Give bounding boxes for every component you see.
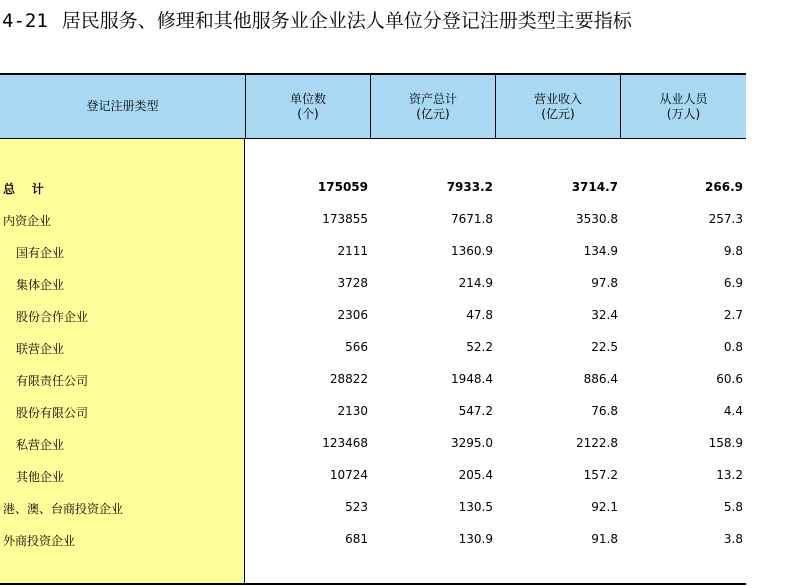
row-value: 9.8 — [723, 244, 743, 258]
row-label: 国有企业 — [16, 246, 65, 260]
table-row — [0, 306, 746, 326]
row-label: 联营企业 — [16, 342, 65, 356]
table-row — [0, 210, 746, 230]
row-value: 886.4 — [583, 372, 618, 386]
row-value: 2306 — [337, 308, 368, 322]
row-value: 60.6 — [716, 372, 743, 386]
row-value: 123468 — [322, 436, 368, 450]
row-value: 566 — [345, 340, 368, 354]
row-value: 3530.8 — [576, 212, 618, 226]
row-value: 7671.8 — [451, 212, 493, 226]
row-value: 2.7 — [723, 308, 743, 322]
row-value: 3714.7 — [571, 180, 618, 194]
row-value: 257.3 — [708, 212, 743, 226]
table-number: 4-21 — [2, 10, 48, 32]
page-title — [2, 6, 632, 33]
row-label: 其他企业 — [16, 470, 65, 484]
row-label: 外商投资企业 — [3, 534, 76, 548]
row-value: 92.1 — [591, 500, 618, 514]
row-value: 130.9 — [458, 532, 493, 546]
header-employees: 从业人员 (万人) — [659, 91, 708, 121]
row-label: 总 计 — [3, 182, 44, 196]
row-value: 3.8 — [723, 532, 743, 546]
header-total-assets: 资产总计 (亿元) — [371, 75, 496, 138]
table-row — [0, 242, 746, 262]
header-unit-count: 单位数 (个) — [246, 75, 371, 138]
row-value: 28822 — [329, 372, 368, 386]
row-value: 47.8 — [466, 308, 493, 322]
row-value: 523 — [345, 500, 368, 514]
row-value: 10724 — [329, 468, 368, 482]
row-label: 内资企业 — [3, 214, 52, 228]
row-value: 2122.8 — [576, 436, 618, 450]
row-value: 3728 — [337, 276, 368, 290]
row-label: 集体企业 — [16, 278, 65, 292]
row-value: 4.4 — [723, 404, 743, 418]
table-row — [0, 434, 746, 454]
table-row — [0, 498, 746, 518]
row-value: 2111 — [337, 244, 368, 258]
table-bottom-rule — [0, 583, 746, 585]
row-label: 有限责任公司 — [16, 374, 89, 388]
row-value: 7933.2 — [446, 180, 493, 194]
row-label: 股份有限公司 — [16, 406, 89, 420]
table-row — [0, 178, 746, 198]
row-value: 214.9 — [458, 276, 493, 290]
row-value: 158.9 — [708, 436, 743, 450]
header-registration-type: 登记注册类型 — [0, 75, 246, 138]
row-value: 134.9 — [583, 244, 618, 258]
table-row — [0, 274, 746, 294]
row-value: 1360.9 — [451, 244, 493, 258]
table-row — [0, 370, 746, 390]
table-row — [0, 338, 746, 358]
row-value: 97.8 — [591, 276, 618, 290]
row-value: 32.4 — [591, 308, 618, 322]
row-value: 681 — [345, 532, 368, 546]
row-value: 2130 — [337, 404, 368, 418]
row-value: 266.9 — [705, 180, 743, 194]
table-header — [0, 75, 746, 139]
table-row — [0, 466, 746, 486]
row-value: 205.4 — [458, 468, 493, 482]
table-row — [0, 402, 746, 422]
row-label: 港、澳、台商投资企业 — [3, 502, 124, 516]
row-value: 3295.0 — [451, 436, 493, 450]
row-value: 1948.4 — [451, 372, 493, 386]
row-value: 130.5 — [458, 500, 493, 514]
row-value: 0.8 — [723, 340, 743, 354]
row-value: 5.8 — [723, 500, 743, 514]
row-value: 547.2 — [458, 404, 493, 418]
row-value: 173855 — [322, 212, 368, 226]
row-value: 91.8 — [591, 532, 618, 546]
row-label: 私营企业 — [16, 438, 65, 452]
row-value: 22.5 — [591, 340, 618, 354]
row-value: 76.8 — [591, 404, 618, 418]
row-value: 6.9 — [723, 276, 743, 290]
table-row — [0, 530, 746, 550]
table-title: 居民服务、修理和其他服务业企业法人单位分登记注册类型主要指标 — [61, 10, 632, 32]
row-value: 175059 — [317, 180, 368, 194]
row-value: 157.2 — [583, 468, 618, 482]
row-label: 股份合作企业 — [16, 310, 89, 324]
header-operating-revenue: 营业收入 (亿元) — [496, 75, 621, 138]
row-value: 52.2 — [466, 340, 493, 354]
row-value: 13.2 — [716, 468, 743, 482]
